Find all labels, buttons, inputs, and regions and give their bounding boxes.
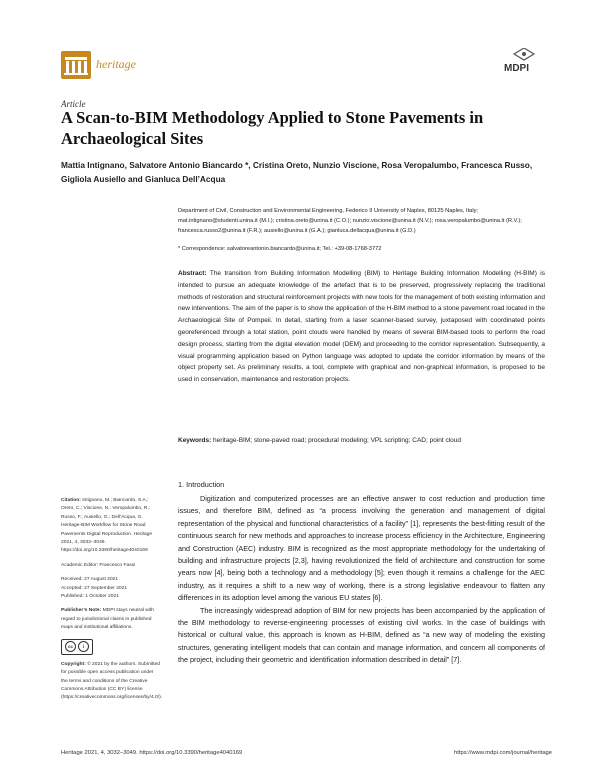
correspondence: * Correspondence: salvatoreantonio.biancardo@unina.it; Tel.: +39-08-1768-3772 <box>178 246 382 252</box>
copyright <box>61 661 161 703</box>
citation-text: Intignano, M.; Biancardo, S.A.; Oreto, C.; Viscione, N.; Veropalumbo, R.; Russo, F.; Ausiello, G.; Dell’Acqua, G. Heritage-BIM Workflow for Stone Road Pavements Digital Reproduction. <box>61 498 151 537</box>
citation <box>61 497 161 556</box>
introduction-body <box>178 493 545 667</box>
accepted-date: Accepted: 27 September 2021 <box>61 585 128 591</box>
copyright-label: Copyright: <box>61 661 86 667</box>
affiliation: Department of Civil, Construction and Environmental Engineering, Federico II University of Naples, 80125 Naples, Italy; mat.intignano@studenti.unina.it (M.I.); cristina.oreto@unina.it (C.O.); nunzio.viscione@unina.it (N.V.); rosa.veropalumbo@unina.it (R.V.); francesca.russo2@unina.it (F.R.); ausiello@unina.it (G.A.); gianluca.dellacqua@unina.it (G.D.) <box>178 208 522 234</box>
published-date: Published: 1 October 2021 <box>61 594 119 600</box>
journal-name: heritage <box>96 57 136 71</box>
publisher-name: MDPI <box>504 63 529 74</box>
keywords-text: heritage-BIM; stone-paved road; procedural modeling; VPL scripting; CAD; point cloud <box>213 437 462 444</box>
journal-logo <box>61 51 91 79</box>
publisher-note-text: MDPI stays neutral with regard to jurisdictional claims in published maps and institutional affiliations. <box>61 608 154 631</box>
abstract <box>178 268 545 386</box>
citation-label: Citation: <box>61 498 81 503</box>
temple-ruins-icon <box>61 51 91 79</box>
section-heading: 1. Introduction <box>178 480 225 489</box>
copyright-text: © 2021 by the authors. Submitted for possible open access publication under the terms and conditions of the Creative Commons Attribution (CC BY) license (https://creativecommons.org/licenses/by/4.0/). <box>61 661 163 701</box>
paragraph: The increasingly widespread adoption of BIM for new projects has been accompanied by the application of the BIM methodology to reverse-engineering processes of existing civil works. In the case of buildings with historical or cultural value, this approach is known as H-BIM, defined as “a new way of modeling the existing structures, generating intelligent models that can contain and manage information, and concern all components of the project, including their geometric and identification information described in detail” [7]. <box>178 605 545 665</box>
article-type: Article <box>61 99 86 109</box>
sidebar <box>61 497 161 709</box>
citation-details[interactable]: 2021, 4, 3032–3049. https://doi.org/10.3390/heritage4040169 <box>61 540 148 554</box>
mdpi-logo-icon <box>510 48 550 62</box>
footer-journal-link[interactable]: https://www.mdpi.com/journal/heritage <box>454 750 552 756</box>
publisher-note-label: Publisher’s Note: <box>61 608 102 614</box>
author-list: Mattia Intignano, Salvatore Antonio Biancardo *, Cristina Oreto, Nunzio Viscione, Rosa Veropalumbo, Francesca Russo, Gigliola Ausiello and Gianluca Dell’Acqua <box>61 160 533 184</box>
received-date: Received: 27 August 2021 <box>61 577 119 583</box>
cc-symbol-icon: cc <box>65 641 76 652</box>
publisher-note <box>61 607 161 632</box>
abstract-label: Abstract: <box>178 270 207 277</box>
by-symbol-icon: i <box>78 641 89 652</box>
keywords-label: Keywords: <box>178 437 212 444</box>
cc-by-license-icon[interactable] <box>61 639 93 655</box>
paragraph: Digitization and computerized processes are an effective answer to cost reduction and production time issues, and therefore BIM, defined as “a process involving the generation and management of digital representation of the physical and functional characteristics of a facility” [1], represents the best-fitting result of the continuous search for new methods and approaches to increase process efficiency in the Architecture, Engineering and Construction (AEC) industry. BIM is recognized as the most appropriate methodology for the undertaking of building and infrastructure projects [2,3], having revolutionized the field of architecture and construction for some years now [4], being both a technology and a methodology [5]; even though it remains a challenge for the AEC industry, as it requires a shift to a new way of working, there is a strong legislative endeavour to flatten any differences in its adoption level among the various EU states [6]. <box>178 494 545 603</box>
citation-journal: Heritage <box>133 531 153 537</box>
keywords <box>178 435 545 446</box>
abstract-text: The transition from Building Information Modelling (BIM) to Heritage Building Information Modelling (H-BIM) is intended to pursue an adequate knowledge of the artefact that is to be preserved, progressively replacing the traditional methods of restoration and structural reinforcement projects with new tools for the management of both existing information and new interventions. The aim of the paper is to show the application of the H-BIM method to a stone pavement road located in the Archaeological Site of Pompeii. In detail, starting from a laser scanner-based survey, juxtaposed with coordinated points georeferenced through a total station, point clouds were handled by means of several BIM-based tools to perform the road design process, starting from the digital elevation model (DEM) and proceeding to the corridor representation. Subsequently, a visual programming application based on Python language was adopted to update the corridor information by means of the object property set. As preliminary results, a tool, complete with graphical and non-graphical information, is proposed to be used in conservation, maintenance and restoration projects. <box>178 270 545 384</box>
article-title: A Scan-to-BIM Methodology Applied to Stone Pavements in Archaeological Sites <box>61 108 484 148</box>
footer-citation[interactable]: Heritage 2021, 4, 3032–3049. https://doi.org/10.3390/heritage4040169 <box>61 750 243 756</box>
academic-editor: Academic Editor: Francesco Fassi <box>61 562 136 568</box>
